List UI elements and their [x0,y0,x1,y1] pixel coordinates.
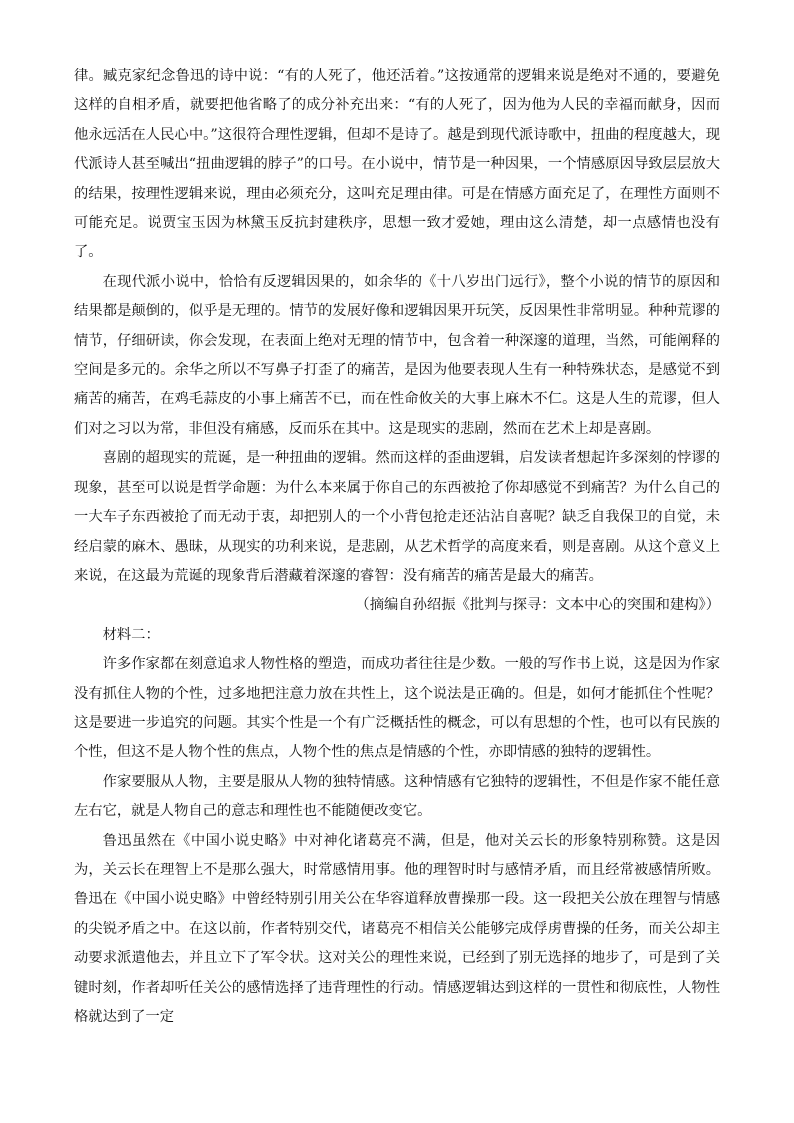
source-citation: （摘编自孙绍振《批判与探寻：文本中心的突围和建构》） [355,597,720,614]
section-heading: 材料二： [102,626,160,643]
paragraph: 律。臧克家纪念鲁迅的诗中说：“有的人死了，他还活着。”这按通常的逻辑来说是绝对不通的，要避免这样的自相矛盾，就要把他省略了的成分补充出来：“有的人死了，因为他为人民的幸福而献身，因而他永远活在人民心中。”这很符合理性逻辑，但却不是诗了。越是到现代派诗歌中，扭曲的程度越大，现代派诗人甚至喊出“扭曲逻辑的脖子”的口号。在小说中，情节是一种因果，一个情感原因导致层层放大的结果，按理性逻辑来说，理由必须充分，这叫充足理由律。可是在情感方面充足了，在理性方面则不可能充足。说贾宝玉因为林黛玉反抗封建秩序，思想一致才爱她，理由这么清楚，却一点感情也没有了。 [74,68,720,261]
paragraph: 鲁迅虽然在《中国小说史略》中对神化诸葛亮不满，但是，他对关云长的形象特别称赞。这是因为，关云长在理智上不是那么强大，时常感情用事。他的理智时时与感情矛盾，而且经常被感情所败。鲁迅在《中国小说史略》中曾经特别引用关公在华容道释放曹操那一段。这一段把关公放在理智与情感的尖锐矛盾之中。在这以前，作者特别交代，诸葛亮不相信关公能够完成俘虏曹操的任务，而关公却主动要求派遣他去，并且立下了军令状。这对关公的理性来说，已经到了别无选择的地步了，可是到了关键时刻，作者却听任关公的感情选择了违背理性的行动。情感逻辑达到这样的一贯性和彻底性，人物性格就达到了一定 [74,832,720,1025]
paragraph: 喜剧的超现实的荒诞，是一种扭曲的逻辑。然而这样的歪曲逻辑，启发读者想起许多深刻的悖谬的现象，甚至可以说是哲学命题：为什么本来属于你自己的东西被抢了你却感觉不到痛苦？为什么自己的一大车子东西被抢了而无动于衷，却把别人的一个小背包抢走还沾沾自喜呢？缺乏自我保卫的自觉，未经启蒙的麻木、愚昧，从现实的功利来说，是悲剧，从艺术哲学的高度来看，则是喜剧。从这个意义上来说，在这最为荒诞的现象背后潜藏着深邃的睿智：没有痛苦的痛苦是最大的痛苦。 [74,450,720,584]
document-page [74,62,720,1032]
paragraph: 在现代派小说中，恰恰有反逻辑因果的，如余华的《十八岁出门远行》，整个小说的情节的原因和结果都是颠倒的，似乎是无理的。情节的发展好像和逻辑因果开玩笑，反因果性非常明显。种种荒谬的情节，仔细研读，你会发现，在表面上绝对无理的情节中，包含着一种深邃的道理，当然，可能阐释的空间是多元的。余华之所以不写鼻子打歪了的痛苦，是因为他要表现人生有一种特殊状态，是感觉不到痛苦的痛苦，在鸡毛蒜皮的小事上痛苦不已，而在性命攸关的大事上麻木不仁。这是人生的荒谬，但人们对之习以为常，非但没有痛感，反而乐在其中。这是现实的悲剧，然而在艺术上却是喜剧。 [74,273,720,437]
paragraph: 许多作家都在刻意追求人物性格的塑造，而成功者往往是少数。一般的写作书上说，这是因为作家没有抓住人物的个性，过多地把注意力放在共性上，这个说法是正确的。但是，如何才能抓住个性呢？这是要进一步追究的问题。其实个性是一个有广泛概括性的概念，可以有思想的个性，也可以有民族的个性，但这不是人物个性的焦点，人物个性的焦点是情感的个性，亦即情感的独特的逻辑性。 [74,656,720,761]
paragraph: 作家要服从人物，主要是服从人物的独特情感。这种情感有它独特的逻辑性，不但是作家不能任意左右它，就是人物自己的意志和理性也不能随便改变它。 [74,773,720,820]
